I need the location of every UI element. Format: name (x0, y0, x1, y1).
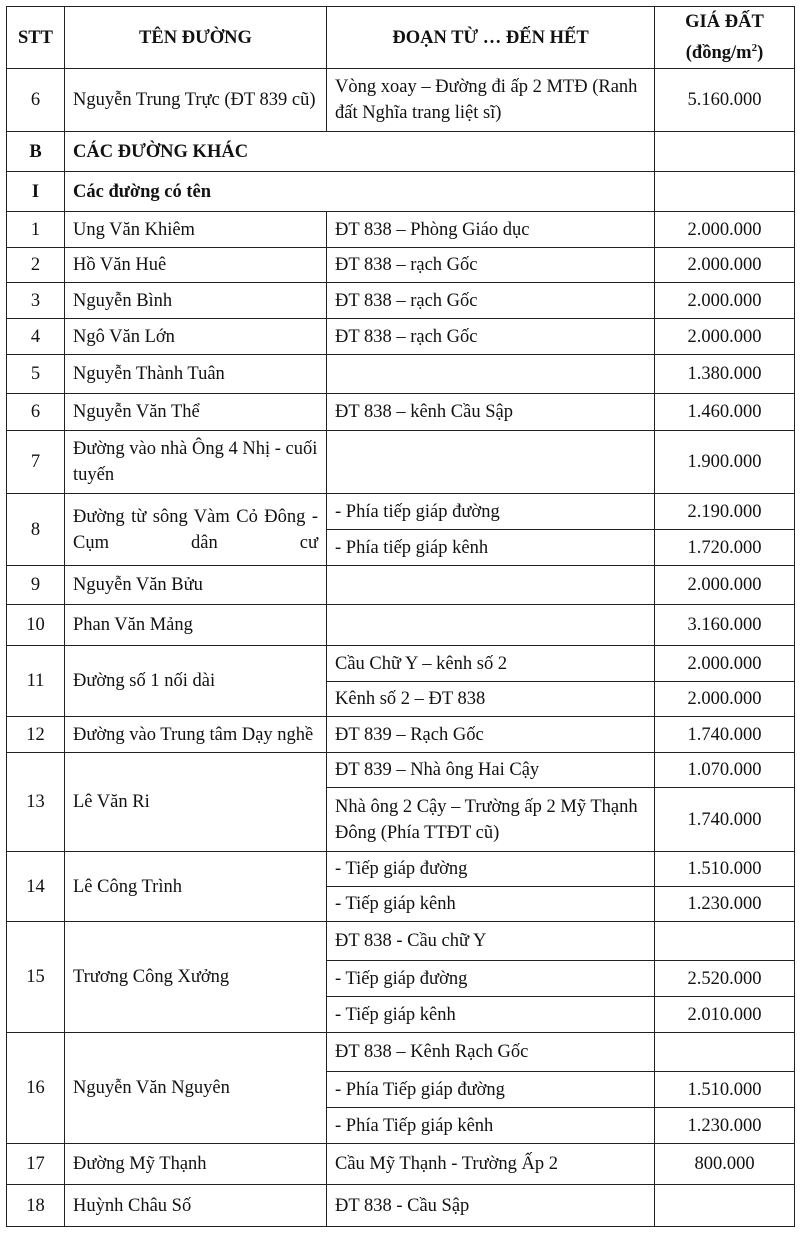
row-number: 6 (7, 69, 65, 132)
section-title: CÁC ĐƯỜNG KHÁC (65, 132, 655, 172)
row-number: 17 (7, 1144, 65, 1185)
road-segment: ĐT 839 – Nhà ông Hai Cậy (327, 753, 655, 788)
land-price: 1.230.000 (655, 1108, 795, 1144)
road-name: Lê Công Trình (65, 852, 327, 922)
road-name: Lê Văn Ri (65, 753, 327, 852)
table-row (7, 283, 795, 319)
row-number: 10 (7, 605, 65, 646)
section-price-cell (655, 172, 795, 212)
road-name: Đường vào Trung tâm Dạy nghề (65, 717, 327, 753)
road-name: Nguyễn Văn Bửu (65, 566, 327, 605)
land-price: 2.000.000 (655, 319, 795, 355)
table-row (7, 1144, 795, 1185)
road-segment: ĐT 838 - Cầu Sập (327, 1185, 655, 1227)
road-segment: ĐT 838 – rạch Gốc (327, 319, 655, 355)
row-number: 6 (7, 394, 65, 431)
land-price: 3.160.000 (655, 605, 795, 646)
road-name: Đường từ sông Vàm Cỏ Đông - Cụm dân cư (65, 494, 327, 566)
road-segment (327, 355, 655, 394)
land-price: 1.230.000 (655, 887, 795, 922)
land-price (655, 1185, 795, 1227)
row-number: 4 (7, 319, 65, 355)
row-number: 5 (7, 355, 65, 394)
road-segment: - Tiếp giáp đường (327, 852, 655, 887)
road-segment (327, 566, 655, 605)
table-row (7, 1033, 795, 1072)
road-segment: ĐT 838 - Cầu chữ Y (327, 922, 655, 961)
road-name: Ngô Văn Lớn (65, 319, 327, 355)
road-name: Nguyễn Bình (65, 283, 327, 319)
road-segment: Kênh số 2 – ĐT 838 (327, 682, 655, 717)
land-price: 2.000.000 (655, 283, 795, 319)
land-price: 2.010.000 (655, 997, 795, 1033)
table-row (7, 69, 795, 132)
land-price: 2.000.000 (655, 682, 795, 717)
road-name: Trương Công Xưởng (65, 922, 327, 1033)
row-number: 2 (7, 248, 65, 283)
table-row (7, 566, 795, 605)
land-price: 2.000.000 (655, 248, 795, 283)
road-name: Hồ Văn Huê (65, 248, 327, 283)
road-segment: - Phía Tiếp giáp kênh (327, 1108, 655, 1144)
row-number: 1 (7, 212, 65, 248)
road-name: Đường số 1 nối dài (65, 646, 327, 717)
section-title: Các đường có tên (65, 172, 655, 212)
road-segment: - Tiếp giáp kênh (327, 997, 655, 1033)
header-unit-close: ) (757, 43, 764, 64)
road-segment: ĐT 838 – rạch Gốc (327, 283, 655, 319)
section-number: B (7, 132, 65, 172)
section-price-cell (655, 132, 795, 172)
road-name: Đường vào nhà Ông 4 Nhị - cuối tuyến (65, 431, 327, 494)
road-name: Nguyễn Thành Tuân (65, 355, 327, 394)
road-name: Nguyễn Văn Nguyên (65, 1033, 327, 1144)
road-segment: ĐT 839 – Rạch Gốc (327, 717, 655, 753)
land-price: 1.720.000 (655, 530, 795, 566)
land-price: 2.520.000 (655, 961, 795, 997)
header-stt: STT (7, 7, 65, 69)
section-row (7, 132, 795, 172)
road-segment: ĐT 838 – Kênh Rạch Gốc (327, 1033, 655, 1072)
road-name: Nguyễn Văn Thể (65, 394, 327, 431)
road-segment: - Tiếp giáp đường (327, 961, 655, 997)
table-row (7, 494, 795, 530)
table-row (7, 605, 795, 646)
row-number: 3 (7, 283, 65, 319)
table-row (7, 646, 795, 682)
land-price: 1.740.000 (655, 717, 795, 753)
land-price: 1.070.000 (655, 753, 795, 788)
road-name: Huỳnh Châu Số (65, 1185, 327, 1227)
land-price: 1.460.000 (655, 394, 795, 431)
road-segment: - Phía Tiếp giáp đường (327, 1072, 655, 1108)
land-price: 5.160.000 (655, 69, 795, 132)
road-segment: Nhà ông 2 Cậy – Trường ấp 2 Mỹ Thạnh Đông (Phía TTĐT cũ) (327, 788, 655, 852)
road-name: Ung Văn Khiêm (65, 212, 327, 248)
row-number: 12 (7, 717, 65, 753)
table-row (7, 717, 795, 753)
road-segment: ĐT 838 – kênh Cầu Sập (327, 394, 655, 431)
land-price: 2.000.000 (655, 566, 795, 605)
table-row (7, 431, 795, 494)
road-segment: - Tiếp giáp kênh (327, 887, 655, 922)
road-name: Đường Mỹ Thạnh (65, 1144, 327, 1185)
road-segment: ĐT 838 – Phòng Giáo dục (327, 212, 655, 248)
row-number: 16 (7, 1033, 65, 1144)
table-header (7, 7, 795, 69)
road-segment (327, 431, 655, 494)
land-price: 1.380.000 (655, 355, 795, 394)
header-price-unit: (đồng/m (685, 43, 752, 64)
header-road-name: TÊN ĐƯỜNG (65, 7, 327, 69)
road-segment: Cầu Chữ Y – kênh số 2 (327, 646, 655, 682)
table-row (7, 394, 795, 431)
land-price: 2.190.000 (655, 494, 795, 530)
road-segment: - Phía tiếp giáp kênh (327, 530, 655, 566)
road-name: Phan Văn Mảng (65, 605, 327, 646)
row-number: 9 (7, 566, 65, 605)
row-number: 18 (7, 1185, 65, 1227)
header-price-label: GIÁ ĐẤT (685, 11, 764, 32)
road-segment (327, 605, 655, 646)
road-segment: - Phía tiếp giáp đường (327, 494, 655, 530)
section-row (7, 172, 795, 212)
land-price (655, 922, 795, 961)
table-row (7, 922, 795, 961)
land-price: 800.000 (655, 1144, 795, 1185)
road-segment: ĐT 838 – rạch Gốc (327, 248, 655, 283)
land-price: 2.000.000 (655, 646, 795, 682)
land-price: 1.510.000 (655, 852, 795, 887)
table-row (7, 319, 795, 355)
header-unit-sup: 2 (751, 41, 758, 54)
land-price: 1.740.000 (655, 788, 795, 852)
row-number: 11 (7, 646, 65, 717)
road-segment: Vòng xoay – Đường đi ấp 2 MTĐ (Ranh đất Nghĩa trang liệt sĩ) (327, 69, 655, 132)
land-price (655, 1033, 795, 1072)
row-number: 15 (7, 922, 65, 1033)
row-number: 8 (7, 494, 65, 566)
table-row (7, 1185, 795, 1227)
land-price: 1.900.000 (655, 431, 795, 494)
land-price: 1.510.000 (655, 1072, 795, 1108)
row-number: 14 (7, 852, 65, 922)
row-number: 13 (7, 753, 65, 852)
road-segment: Cầu Mỹ Thạnh - Trường Ấp 2 (327, 1144, 655, 1185)
land-price: 2.000.000 (655, 212, 795, 248)
table-row (7, 753, 795, 788)
table-row (7, 852, 795, 887)
land-price-table (6, 6, 795, 1227)
row-number: 7 (7, 431, 65, 494)
section-number: I (7, 172, 65, 212)
table-row (7, 355, 795, 394)
header-segment: ĐOẠN TỪ … ĐẾN HẾT (327, 7, 655, 69)
header-price (655, 7, 795, 69)
table-row (7, 212, 795, 248)
table-row (7, 248, 795, 283)
road-name: Nguyễn Trung Trực (ĐT 839 cũ) (65, 69, 327, 132)
